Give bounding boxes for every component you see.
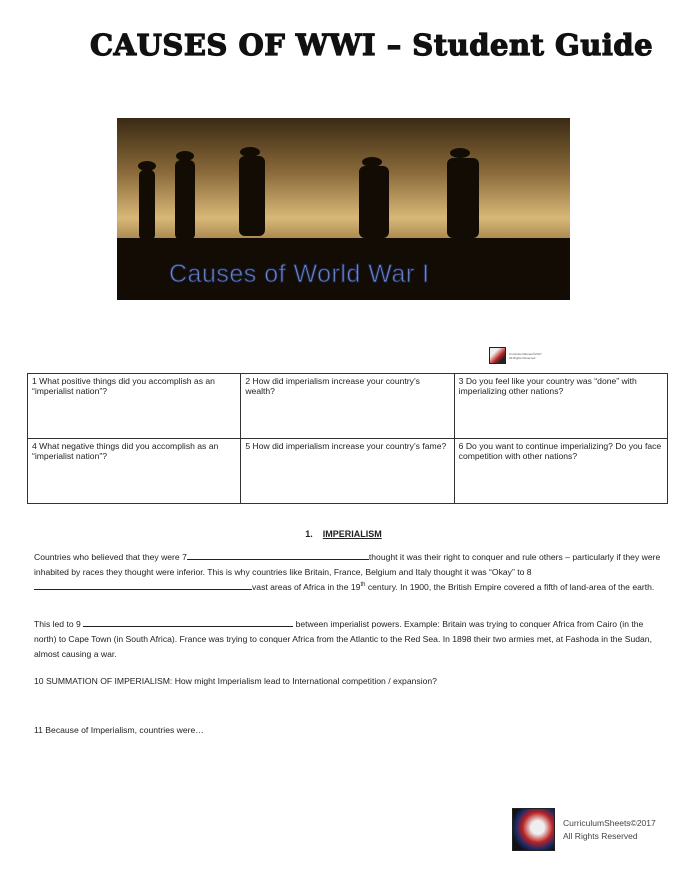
text: This led to 9 <box>34 619 84 629</box>
question-cell[interactable]: 5 How did imperialism increase your country’s fame? <box>241 439 454 504</box>
blank-8[interactable] <box>34 580 252 590</box>
hero-image <box>117 118 570 300</box>
text: century. In 1900, the British Empire covered a fifth of land-area of the earth. <box>365 582 655 592</box>
question-cell[interactable]: 3 Do you feel like your country was “done” with imperializing other nations? <box>454 374 667 439</box>
section-number: 1. <box>305 529 313 539</box>
footer-copyright-logo <box>512 808 656 851</box>
question-grid <box>27 373 668 504</box>
blank-7[interactable] <box>187 550 369 560</box>
small-logo-line1: CurriculumSheets©2017 <box>509 351 542 356</box>
footer-line1: CurriculumSheets©2017 <box>563 817 656 828</box>
small-logo-line2: All Rights Reserved <box>509 355 536 360</box>
page-title: CAUSES OF WWI – Student Guide <box>90 28 654 62</box>
question-11: 11 Because of Imperialism, countries were… <box>34 725 204 735</box>
section-title: IMPERIALISM <box>322 529 382 539</box>
text: vast areas of Africa in the 19 <box>252 582 361 592</box>
footer-line2: All Rights Reserved <box>563 830 638 841</box>
question-cell[interactable]: 6 Do you want to continue imperializing? Do you face competition with other nations? <box>454 439 667 504</box>
paragraph-competition <box>34 617 664 662</box>
small-copyright-logo <box>489 347 542 364</box>
text: thought it was their right to conquer and rule others – particularly if they were inhabited by races they thought were inferior. This is why countries like Britain, France, Belgium and Italy thought it was “Okay” to 8 <box>34 552 661 577</box>
section-heading <box>0 529 687 539</box>
hero-caption: Causes of World War I <box>169 260 430 288</box>
superscript: th <box>360 582 366 589</box>
question-cell[interactable]: 4 What negative things did you accomplish as an “imperialist nation”? <box>28 439 241 504</box>
text: between imperialist powers. Example: Britain was trying to conquer Africa from Cairo (in the north) to Cape Town (in South Africa). France was trying to conquer Africa from the Atlantic to the Red Sea. In 1898 their two armies met, at Fashoda in the Sudan, almost causing a war. <box>34 619 652 659</box>
paragraph-imperialism <box>34 550 664 595</box>
question-10: 10 SUMMATION OF IMPERIALISM: How might Imperialism lead to International competition / expansion? <box>34 676 437 686</box>
question-cell[interactable]: 2 How did imperialism increase your country’s wealth? <box>241 374 454 439</box>
blank-9[interactable] <box>83 617 293 627</box>
mascot-icon <box>489 347 506 364</box>
question-cell[interactable]: 1 What positive things did you accomplish as an “imperialist nation”? <box>28 374 241 439</box>
text: Countries who believed that they were 7 <box>34 552 187 562</box>
mascot-icon <box>512 808 555 851</box>
